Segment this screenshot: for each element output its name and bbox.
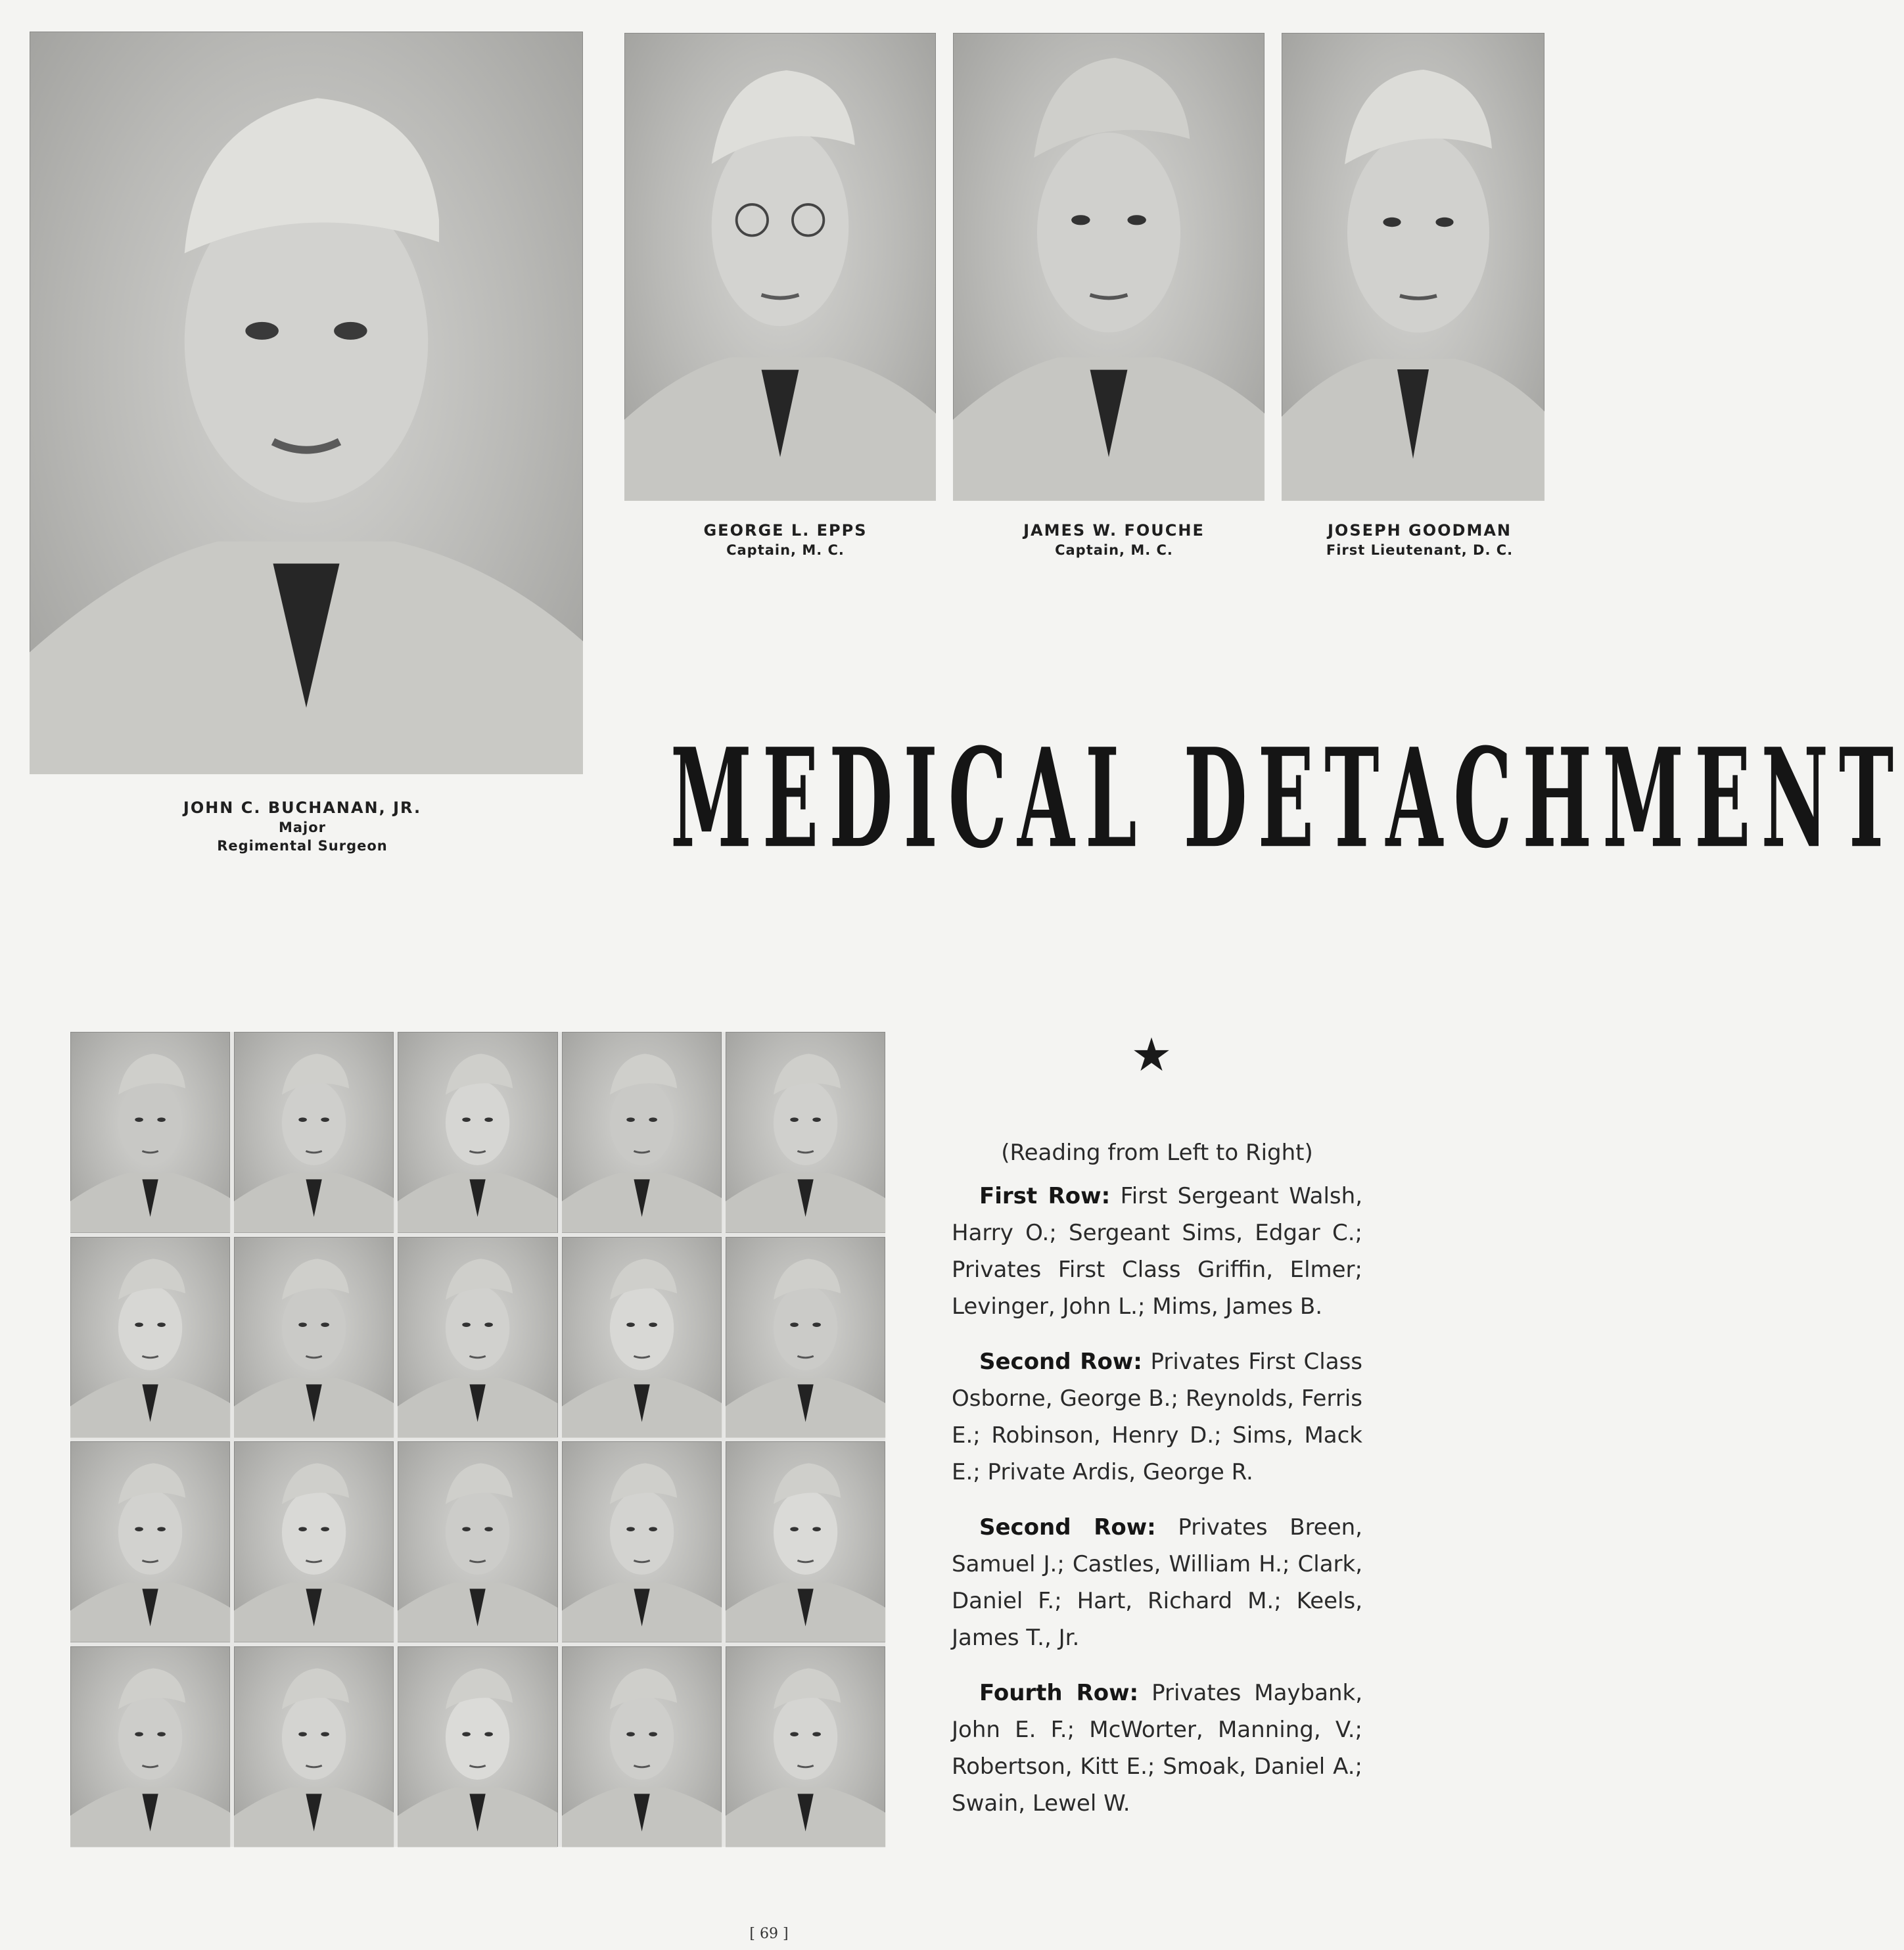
roster-row-names: Privates Maybank, John E. F.; McWorter, Manning, V.; Robertson, Kitt E.; Smoak, Daniel A.; Swain, Lewel W. [952, 1680, 1363, 1817]
enlisted-photo [726, 1032, 885, 1233]
officer-name: GEORGE L. EPPS [703, 521, 868, 540]
roster-row-names: Privates First Class Osborne, George B.; Reynolds, Ferris E.; Robinson, Henry D.; Sims, Mack E.; Private Ardis, George R. [952, 1349, 1362, 1485]
officer-rank: Captain, M. C. [726, 542, 845, 558]
star-icon: ★ [1130, 1028, 1173, 1082]
caption-fouche [986, 521, 1242, 558]
roster-row [952, 1509, 1362, 1656]
roster-row [952, 1343, 1362, 1491]
enlisted-photo [398, 1646, 557, 1847]
roster-row [952, 1178, 1362, 1325]
enlisted-photo [234, 1441, 394, 1642]
enlisted-photo [234, 1032, 394, 1233]
page-number: [ 69 ] [749, 1926, 789, 1942]
roster-row-label: Fourth Row: [979, 1680, 1139, 1706]
roster-intro: (Reading from Left to Right) [1001, 1140, 1313, 1166]
enlisted-photo [70, 1441, 230, 1642]
enlisted-photo [398, 1032, 557, 1233]
caption-epps [657, 521, 914, 558]
enlisted-photo [234, 1646, 394, 1847]
roster-row-label: Second Row: [979, 1349, 1142, 1375]
officer-rank: First Lieutenant, D. C. [1326, 542, 1514, 558]
roster-row-names: Privates Breen, Samuel J.; Castles, William H.; Clark, Daniel F.; Hart, Richard M.; Keels, James T., Jr. [952, 1514, 1362, 1651]
portrait-photo-fouche [953, 33, 1265, 501]
portrait-photo-goodman [1282, 33, 1544, 501]
enlisted-photo [234, 1237, 394, 1438]
enlisted-photo-grid [70, 1032, 885, 1847]
officer-rank: Major [278, 820, 327, 835]
page-title: MEDICAL DETACHMENT [670, 719, 1904, 879]
roster-row [952, 1675, 1362, 1822]
enlisted-photo [562, 1646, 722, 1847]
enlisted-photo [562, 1032, 722, 1233]
portrait-photo-epps [624, 33, 936, 501]
enlisted-photo [70, 1032, 230, 1233]
enlisted-photo [562, 1237, 722, 1438]
officer-name: JAMES W. FOUCHE [1023, 521, 1205, 540]
roster-row-label: Second Row: [979, 1514, 1156, 1541]
enlisted-photo [398, 1237, 557, 1438]
officer-rank: Captain, M. C. [1055, 542, 1173, 558]
portrait-photo-buchanan [30, 32, 583, 774]
enlisted-photo [726, 1646, 885, 1847]
enlisted-photo [726, 1237, 885, 1438]
officer-name: JOHN C. BUCHANAN, JR. [183, 799, 422, 817]
enlisted-photo [398, 1441, 557, 1642]
enlisted-photo [70, 1646, 230, 1847]
caption-goodman [1308, 521, 1531, 558]
officer-name: JOSEPH GOODMAN [1327, 521, 1512, 540]
roster-row-label: First Row: [979, 1183, 1111, 1209]
caption-buchanan [105, 799, 499, 854]
enlisted-photo [726, 1441, 885, 1642]
enlisted-photo [70, 1237, 230, 1438]
roster-text [952, 1134, 1362, 1840]
roster-row-names: First Sergeant Walsh, Harry O.; Sergeant Sims, Edgar C.; Privates First Class Griffin, Elmer; Levinger, John L.; Mims, James B. [952, 1183, 1362, 1320]
enlisted-photo [562, 1441, 722, 1642]
officer-role: Regimental Surgeon [217, 838, 388, 854]
